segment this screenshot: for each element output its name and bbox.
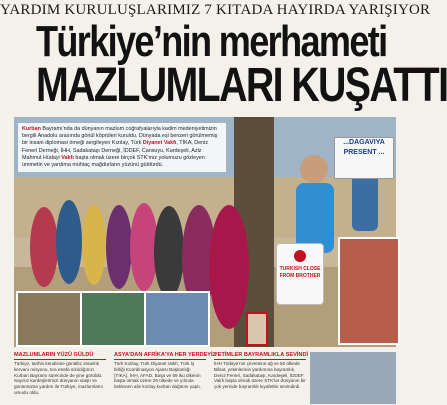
headline-line1: Türkiye’nin merhameti xyxy=(36,17,387,66)
kicker: YARDIM KURULUŞLARIMIZ 7 KITADA HAYIRDA YARIŞIYOR xyxy=(0,2,431,18)
intro-text xyxy=(18,123,226,172)
column-3-title: YETİMLER BAYRAMLIKLA SEVİNDİ xyxy=(214,352,309,358)
news-columns xyxy=(14,352,396,404)
author-portrait xyxy=(246,312,268,346)
photo-sign: ...DAGAVIYA PRESENT ... xyxy=(334,137,394,179)
inset-photo-2 xyxy=(80,291,146,347)
column-3 xyxy=(214,352,309,404)
headline-line2: MAZLUMLARI KUŞATTI xyxy=(36,59,447,112)
column-1 xyxy=(14,352,106,404)
column-1-title: MAZLUMLARIN YÜZÜ GÜLDÜ xyxy=(14,352,106,360)
column-3-text: İHH Türkiye’nin çevresine ağ ve 50 ülkede Bilsat, yetimlerinin yardımına bayramlık, Deniz Feneri, Sadakataşı, Kardeşeli, İDDEF Vakfı başta olmak üzere STK’lar dünyanın bir çok yerinde bayramlık kıyafetler sevindirdi. xyxy=(214,361,306,390)
column-2-text: Türk Kızılay, Türk Diyanet Vakfı, Türk İş birliği Koordinasyon Ajansı Başkanlığı (TİKA), İHH, AFAD, Başa ve 69 iku ülkenin başta olmak üzere 26 ülkede ve yılında beklenen aile kızılay kurban dağıtımı yaptı. xyxy=(114,361,202,390)
column-4-photo xyxy=(310,352,396,404)
intro-highlight-2: Diyanet Vakfı xyxy=(142,140,177,147)
inset-photo-3 xyxy=(144,291,210,347)
intro-body: Bayramı’nda da dünyanın mazlum coğrafyalarıyla kadim medeniyetimizin bergili Anadolu arasında gönül köprüleri kuruldu. Dünyada eşi benzeri görülmemiş bir insani diplomasi örneği sergileyen Kızılay, Türk xyxy=(22,126,218,147)
intro-body-3: başta olmak üzere birçok STK’mız yolumuzu gözleyen ümmetin ve yardıma muhtaç mağdurların yüzünü güldürdü. xyxy=(22,154,205,169)
crescent-logo-icon xyxy=(294,250,306,262)
inset-photo-4 xyxy=(338,237,400,345)
intro-highlight: Kurban xyxy=(22,126,41,132)
bag-text: TURKISH CLOSE FROM BROTHER xyxy=(279,266,321,279)
intro-highlight-3: Vakfı xyxy=(61,154,74,161)
aid-bag xyxy=(276,243,324,305)
inset-photo-1 xyxy=(16,291,82,347)
column-2-title: ASYA’DAN AFRİKA’YA HER YERDEYİZ xyxy=(114,352,216,358)
column-1-text: Türkiye, tarihin kendisine gönüllü; insanlık kervanı misyonu, tıra etrafa sıkıldığınızı Kurban Bayramı sürecinde de yine görüldü. Sayısız kardeşlerimizi dünyanın ulaştı ve günümüzün yardım ile Türkiye, mazlumların umudu oldu. xyxy=(14,361,104,395)
column-2 xyxy=(114,352,216,404)
intro-body-2: , TİKA, Deniz Feneri Derneği, İHH, Sadakataşı Derneği, İDDEF, Cansuyu, Kardeşeli, Aziz Mahmut Hüdayi xyxy=(22,140,209,161)
